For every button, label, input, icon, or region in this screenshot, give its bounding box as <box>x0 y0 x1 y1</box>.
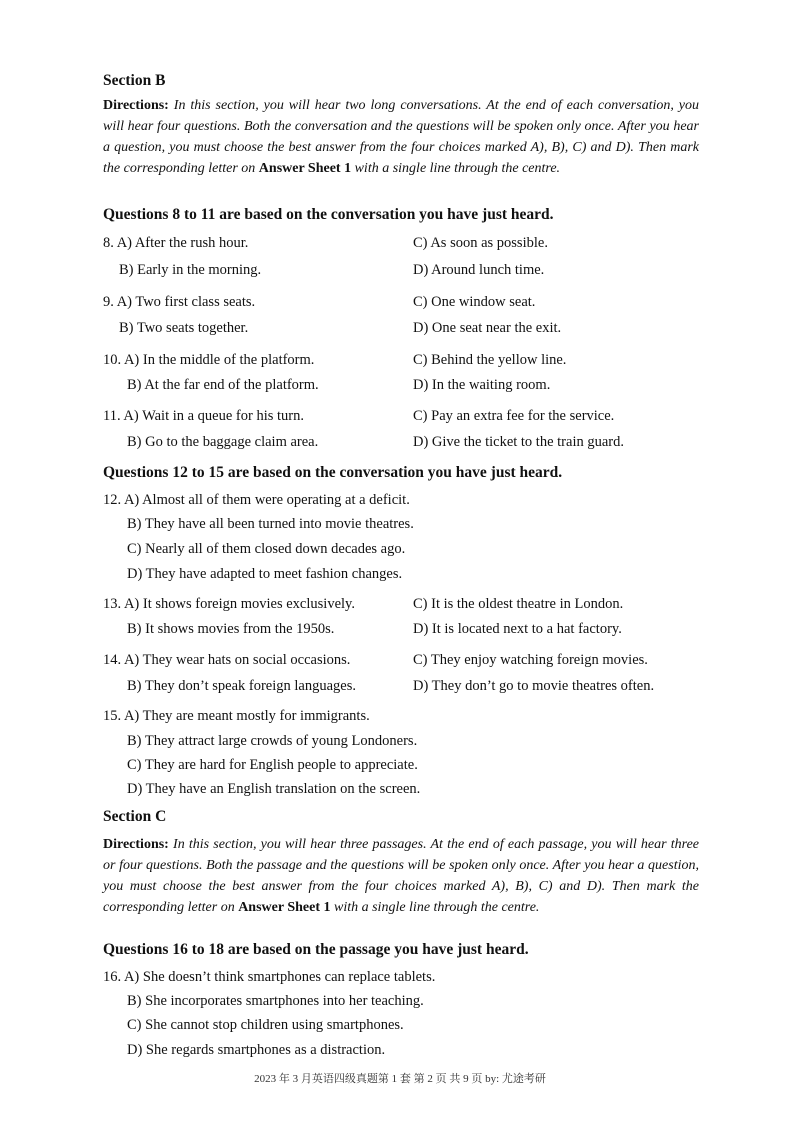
question-16-option-d: D) She regards smartphones as a distraction. <box>127 1042 386 1058</box>
directions-text: In this section, you will hear two long conversations. At the end of each conversation, you will hear four questions. Both the conversation and the questions will be spoken only once. After you hear a question, you must choose the best answer from the four choices marked A), B), C) and D). Then mark the corresponding letter on <box>103 98 699 176</box>
question-12-option-b: B) They have all been turned into movie theatres. <box>127 516 414 532</box>
section-c-directions <box>103 834 699 918</box>
question-12-option-c: C) Nearly all of them closed down decades ago. <box>127 541 406 557</box>
question-16-option-c: C) She cannot stop children using smartphones. <box>127 1017 404 1033</box>
section-c-title: Section C <box>103 808 167 825</box>
question-11-option-b: B) Go to the baggage claim area. <box>127 434 319 450</box>
question-14-option-c: C) They enjoy watching foreign movies. <box>413 652 648 668</box>
question-11-option-a: 11. A) Wait in a queue for his turn. <box>103 408 304 424</box>
question-11-option-d: D) Give the ticket to the train guard. <box>413 434 624 450</box>
section-b-directions <box>103 95 699 179</box>
answer-sheet-label: Answer Sheet 1 <box>258 161 352 176</box>
question-10-option-d: D) In the waiting room. <box>413 377 551 393</box>
question-14-option-b: B) They don’t speak foreign languages. <box>127 678 356 694</box>
question-13-option-d: D) It is located next to a hat factory. <box>413 621 622 637</box>
question-15-option-c: C) They are hard for English people to appreciate. <box>127 757 418 773</box>
directions-label: Directions: <box>103 98 169 113</box>
question-8-option-a: 8. A) After the rush hour. <box>103 235 249 251</box>
question-9-option-c: C) One window seat. <box>413 294 536 310</box>
page-footer: 2023 年 3 月英语四级真题第 1 套 第 2 页 共 9 页 by: 尤途考研 <box>254 1073 546 1085</box>
question-group-heading: Questions 12 to 15 are based on the conversation you have just heard. <box>103 464 563 481</box>
question-8-option-b: B) Early in the morning. <box>119 262 262 278</box>
answer-sheet-label: Answer Sheet 1 <box>238 900 331 915</box>
question-group-heading: Questions 16 to 18 are based on the passage you have just heard. <box>103 941 529 958</box>
question-14-option-d: D) They don’t go to movie theatres often. <box>413 678 655 694</box>
question-16-option-b: B) She incorporates smartphones into her teaching. <box>127 993 424 1009</box>
question-15-option-a: 15. A) They are meant mostly for immigrants. <box>103 708 370 724</box>
directions-text: In this section, you will hear three passages. At the end of each passage, you will hear three or four questions. Both the passage and the questions will be spoken only once. After you hear a question, you must choose the best answer from the four choices marked A), B), C) and D). Then mark the corresponding letter on <box>103 837 699 915</box>
question-13-option-a: 13. A) It shows foreign movies exclusively. <box>103 596 355 612</box>
question-9-option-a: 9. A) Two first class seats. <box>103 294 256 310</box>
question-10-option-a: 10. A) In the middle of the platform. <box>103 352 315 368</box>
question-15-option-b: B) They attract large crowds of young Londoners. <box>127 733 418 749</box>
directions-label: Directions: <box>103 837 169 852</box>
question-10-option-c: C) Behind the yellow line. <box>413 352 567 368</box>
directions-text-end: with a single line through the centre. <box>351 161 561 176</box>
section-b-title: Section B <box>103 72 166 89</box>
question-14-option-a: 14. A) They wear hats on social occasions. <box>103 652 351 668</box>
question-8-option-d: D) Around lunch time. <box>413 262 545 278</box>
question-16-option-a: 16. A) She doesn’t think smartphones can replace tablets. <box>103 969 436 985</box>
question-13-option-c: C) It is the oldest theatre in London. <box>413 596 624 612</box>
question-group-heading: Questions 8 to 11 are based on the conversation you have just heard. <box>103 206 554 223</box>
question-13-option-b: B) It shows movies from the 1950s. <box>127 621 335 637</box>
question-11-option-c: C) Pay an extra fee for the service. <box>413 408 615 424</box>
question-12-option-a: 12. A) Almost all of them were operating at a deficit. <box>103 492 410 508</box>
question-12-option-d: D) They have adapted to meet fashion changes. <box>127 566 403 582</box>
directions-text-end: with a single line through the centre. <box>330 900 540 915</box>
question-9-option-b: B) Two seats together. <box>119 320 249 336</box>
question-15-option-d: D) They have an English translation on the screen. <box>127 781 421 797</box>
question-8-option-c: C) As soon as possible. <box>413 235 548 251</box>
question-9-option-d: D) One seat near the exit. <box>413 320 562 336</box>
question-10-option-b: B) At the far end of the platform. <box>127 377 319 393</box>
